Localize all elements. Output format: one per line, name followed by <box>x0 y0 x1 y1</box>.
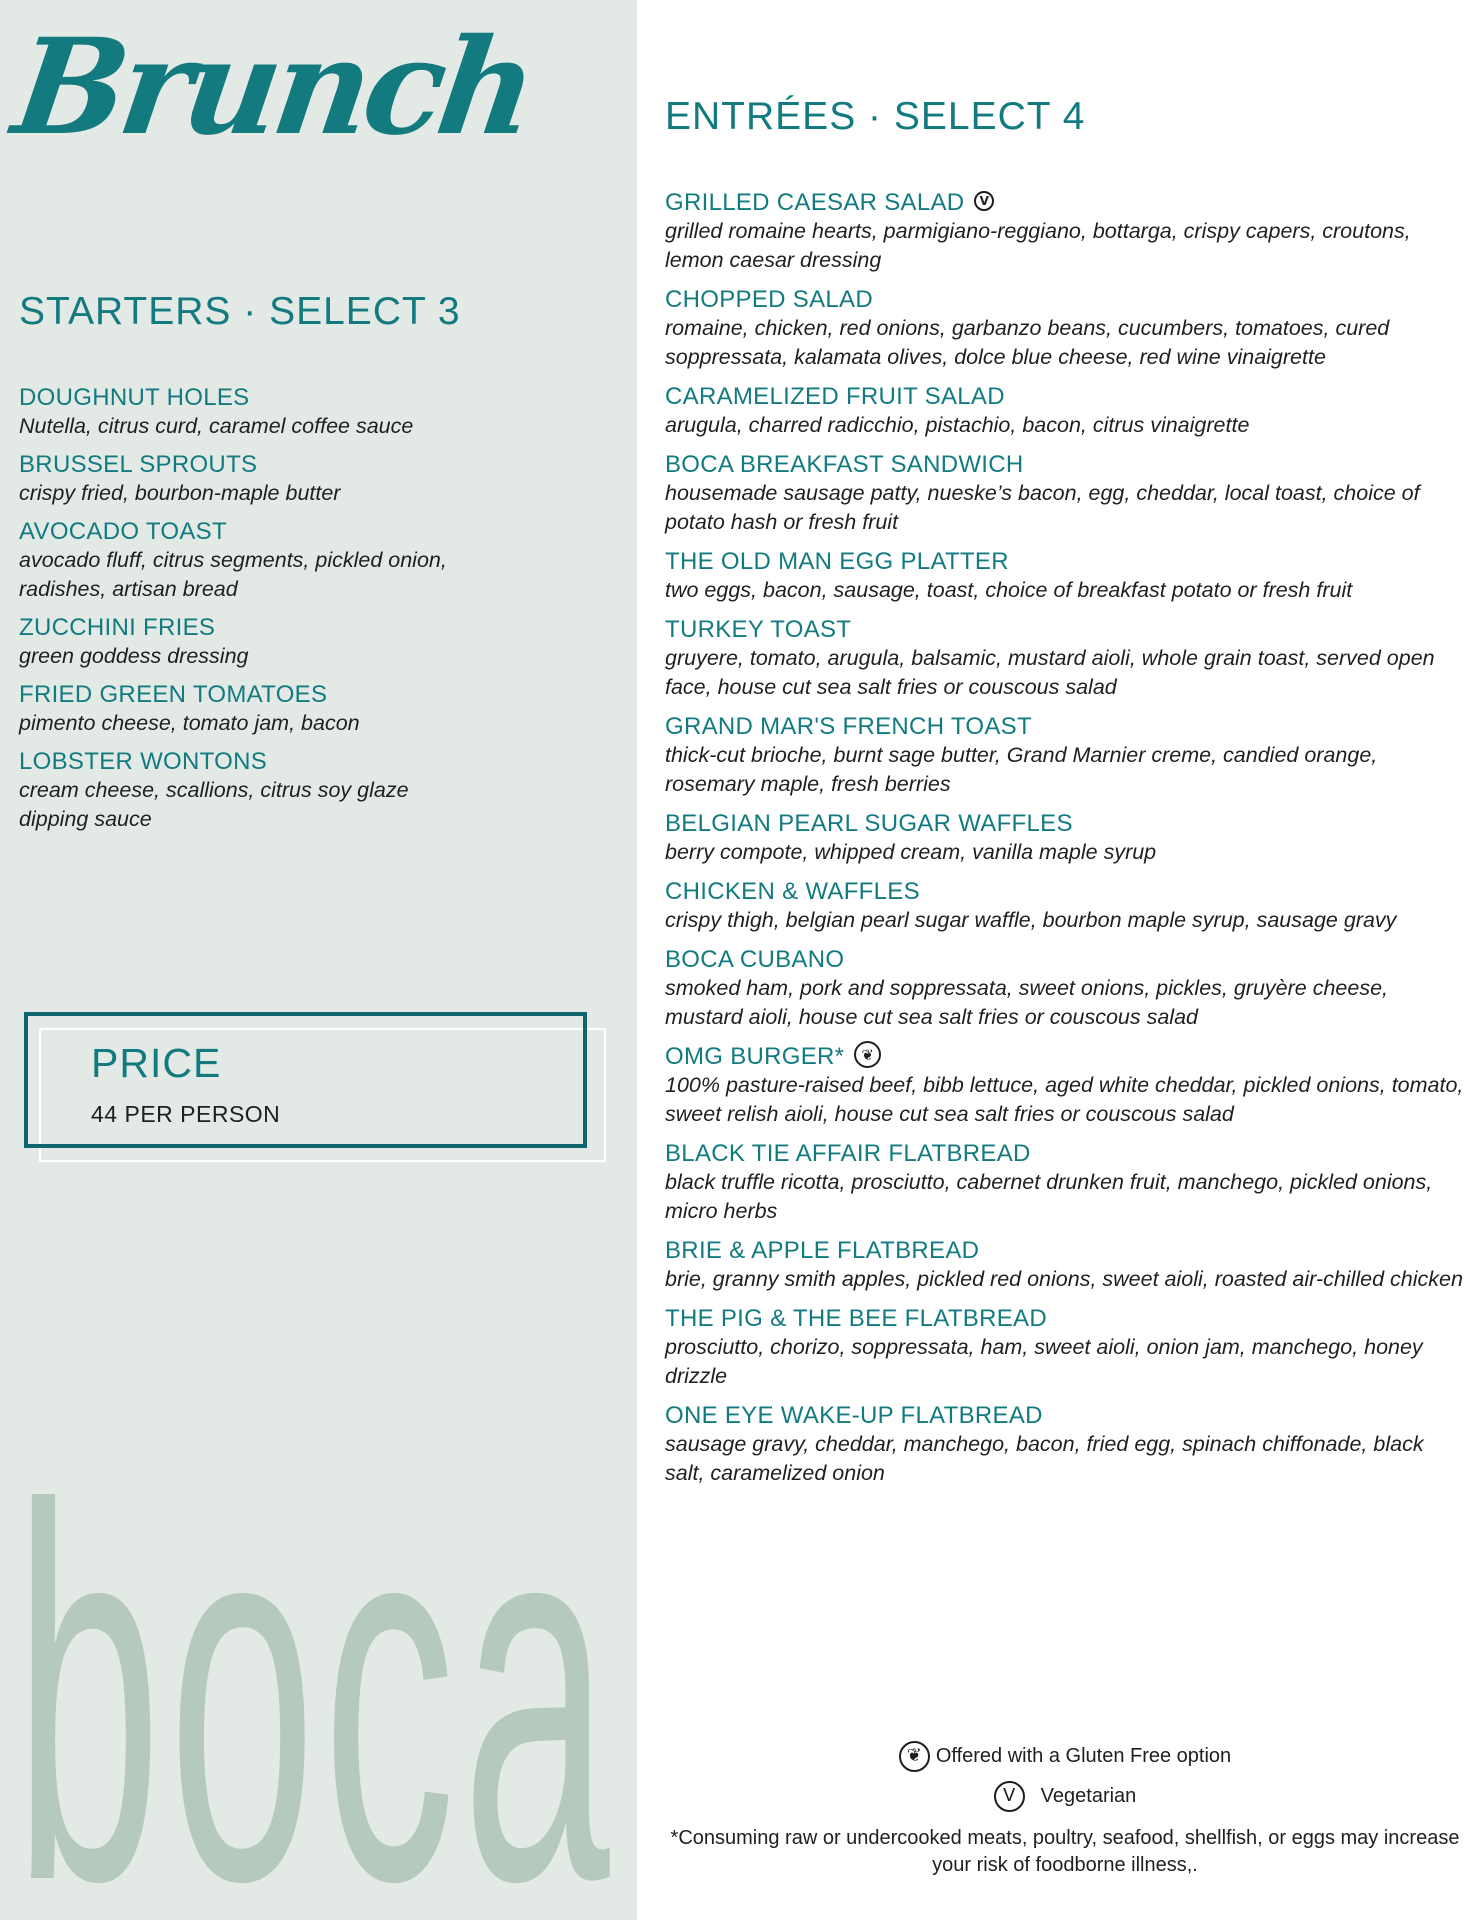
item-name: FRIED GREEN TOMATOES <box>19 681 328 708</box>
entree-item <box>665 810 1465 867</box>
item-name: ONE EYE WAKE-UP FLATBREAD <box>665 1402 1043 1430</box>
item-description: prosciutto, chorizo, soppressata, ham, sweet aioli, onion jam, manchego, honey drizzle <box>665 1335 1423 1389</box>
starter-item <box>19 451 619 508</box>
item-name: BOCA CUBANO <box>665 946 845 973</box>
legend-gluten-free-text: Offered with a Gluten Free option <box>935 1745 1232 1767</box>
vegetarian-icon: V <box>974 191 994 211</box>
starter-item <box>19 681 619 738</box>
entree-item <box>665 189 1465 275</box>
starters-list <box>19 384 619 844</box>
item-name: THE PIG & THE BEE FLATBREAD <box>665 1305 1047 1333</box>
entree-item <box>665 946 1465 1032</box>
entree-item <box>665 286 1465 372</box>
item-description: housemade sausage patty, nueske’s bacon, egg, cheddar, local toast, choice of potato hash or fresh fruit <box>665 481 1420 534</box>
item-description: crispy fried, bourbon-maple butter <box>19 481 341 505</box>
item-name: BOCA BREAKFAST SANDWICH <box>665 451 1024 478</box>
brand-watermark: boca <box>14 1399 617 1920</box>
item-name: GRAND MAR'S FRENCH TOAST <box>665 713 1032 740</box>
item-name: LOBSTER WONTONS <box>19 748 268 775</box>
item-name: AVOCADO TOAST <box>19 518 227 545</box>
starters-heading: STARTERS · SELECT 3 <box>19 290 461 333</box>
item-name: TURKEY TOAST <box>665 616 852 643</box>
item-name: BRUSSEL SPROUTS <box>19 451 258 478</box>
item-description: 100% pasture-raised beef, bibb lettuce, aged white cheddar, pickled onions, tomato, sweet relish aioli, house cut sea salt fries or couscous salad <box>665 1073 1464 1127</box>
item-description: two eggs, bacon, sausage, toast, choice of breakfast potato or fresh fruit <box>665 578 1353 602</box>
item-description: gruyere, tomato, arugula, balsamic, mustard aioli, whole grain toast, served open face, house cut sea salt fries or couscous salad <box>665 646 1435 699</box>
item-description: black truffle ricotta, prosciutto, cabernet drunken fruit, manchego, pickled onions, micro herbs <box>665 1170 1433 1224</box>
starter-item <box>19 614 619 671</box>
starter-item <box>19 384 619 441</box>
item-name: OMG BURGER* <box>665 1043 845 1070</box>
disclaimer: *Consuming raw or undercooked meats, poultry, seafood, shellfish, or eggs may increase your risk of foodborne illness,. <box>670 1827 1460 1876</box>
item-description: thick-cut brioche, burnt sage butter, Grand Marnier creme, candied orange, rosemary maple, fresh berries <box>665 743 1378 796</box>
entree-item <box>665 878 1465 935</box>
gluten-free-icon: ❦ <box>854 1041 881 1068</box>
item-description: crispy thigh, belgian pearl sugar waffle, bourbon maple syrup, sausage gravy <box>665 908 1397 932</box>
item-description: berry compote, whipped cream, vanilla maple syrup <box>665 840 1157 864</box>
item-description: pimento cheese, tomato jam, bacon <box>19 711 360 735</box>
entree-item <box>665 1305 1465 1391</box>
entree-item <box>665 713 1465 799</box>
legend-gluten-free <box>665 1739 1465 1773</box>
legend-vegetarian <box>665 1779 1465 1813</box>
left-panel <box>0 0 637 1920</box>
entree-item <box>665 451 1465 537</box>
starter-item <box>19 748 619 834</box>
item-description: sausage gravy, cheddar, manchego, bacon, fried egg, spinach chiffonade, black salt, caramelized onion <box>665 1432 1424 1486</box>
entree-item <box>665 1043 1465 1129</box>
item-description: grilled romaine hearts, parmigiano-reggiano, bottarga, crispy capers, croutons, lemon caesar dressing <box>665 219 1411 272</box>
entree-item <box>665 548 1465 605</box>
starter-item <box>19 518 619 604</box>
entree-item <box>665 1402 1465 1488</box>
item-description: cream cheese, scallions, citrus soy glaze dipping sauce <box>19 778 409 831</box>
item-name: GRILLED CAESAR SALAD <box>665 189 965 216</box>
item-description: brie, granny smith apples, pickled red onions, sweet aioli, roasted air-chilled chicken <box>665 1267 1463 1292</box>
entree-item <box>665 383 1465 440</box>
vegetarian-icon: V <box>994 1781 1025 1812</box>
item-name: BLACK TIE AFFAIR FLATBREAD <box>665 1140 1031 1168</box>
legend <box>665 1739 1465 1879</box>
entree-item <box>665 1140 1465 1226</box>
price-value: 44 PER PERSON <box>91 1101 281 1127</box>
item-name: ZUCCHINI FRIES <box>19 614 216 641</box>
entrees-heading: ENTRÉES · SELECT 4 <box>665 95 1086 138</box>
entree-item <box>665 616 1465 702</box>
item-name: BELGIAN PEARL SUGAR WAFFLES <box>665 810 1073 837</box>
menu-title: Brunch <box>5 10 541 165</box>
gluten-free-icon: ❦ <box>899 1741 930 1772</box>
price-box <box>24 1012 587 1148</box>
item-description: romaine, chicken, red onions, garbanzo beans, cucumbers, tomatoes, cured soppressata, kalamata olives, dolce blue cheese, red wine vinaigrette <box>665 316 1390 369</box>
item-name: THE OLD MAN EGG PLATTER <box>665 548 1009 575</box>
item-description: green goddess dressing <box>19 644 249 668</box>
item-name: CARAMELIZED FRUIT SALAD <box>665 383 1005 410</box>
item-description: Nutella, citrus curd, caramel coffee sauce <box>19 414 414 438</box>
item-name: CHOPPED SALAD <box>665 286 873 313</box>
legend-vegetarian-text: Vegetarian <box>1040 1785 1137 1807</box>
item-description: avocado fluff, citrus segments, pickled onion, radishes, artisan bread <box>19 548 447 601</box>
item-name: CHICKEN & WAFFLES <box>665 878 920 905</box>
item-name: BRIE & APPLE FLATBREAD <box>665 1237 980 1265</box>
price-label: PRICE <box>91 1040 222 1086</box>
item-name: DOUGHNUT HOLES <box>19 384 250 411</box>
item-description: arugula, charred radicchio, pistachio, bacon, citrus vinaigrette <box>665 413 1250 437</box>
entrees-list <box>665 189 1465 1499</box>
item-description: smoked ham, pork and soppressata, sweet onions, pickles, gruyère cheese, mustard aioli, house cut sea salt fries or couscous salad <box>665 976 1389 1029</box>
entree-item <box>665 1237 1465 1294</box>
